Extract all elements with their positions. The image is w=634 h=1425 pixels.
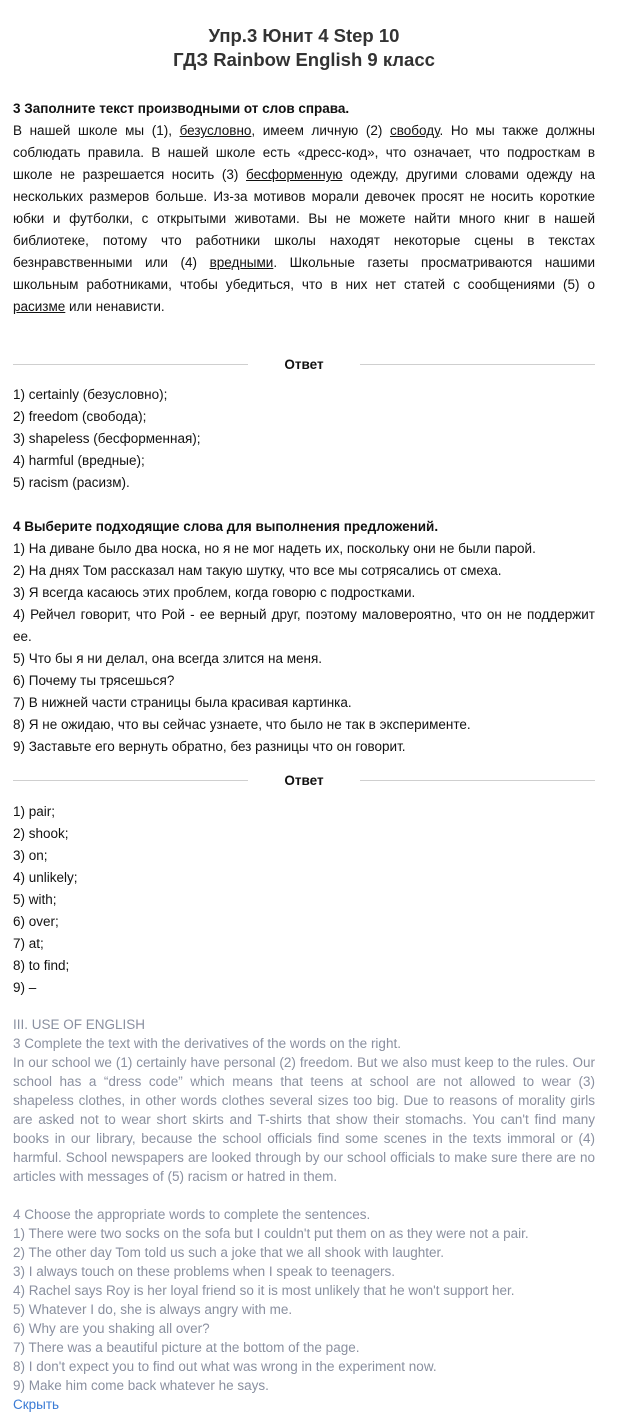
original-heading: III. USE OF ENGLISH xyxy=(13,1017,146,1032)
exercise-4-list xyxy=(13,538,595,758)
spacer xyxy=(13,1186,595,1205)
list-item: 7) There was a beautiful picture at the bottom of the page. xyxy=(13,1340,360,1355)
original-ex4-title: 4 Choose the appropriate words to complete the sentences. xyxy=(13,1207,371,1222)
list-item: 7) at; xyxy=(13,936,44,951)
list-item: 4) Rachel says Roy is her loyal friend so it is most unlikely that he won't support her. xyxy=(13,1283,515,1298)
original-ex3-title: 3 Complete the text with the derivatives of the words on the right. xyxy=(13,1036,401,1051)
list-item: 1) There were two socks on the sofa but I couldn't put them on as they were not a pair. xyxy=(13,1226,529,1241)
list-item: 3) shapeless (бесформенная); xyxy=(13,431,201,446)
exercise-3-title: 3 Заполните текст производными от слов справа. xyxy=(13,101,350,116)
answer-label: Ответ xyxy=(284,772,324,788)
list-item: 9) – xyxy=(13,980,37,995)
exercise-3-text: В нашей школе мы (1), безусловно, имеем личную (2) свободу. Но мы также должны соблюдать правила. В нашей школе есть «дресс-код», что означает, что подросткам в школе не разрешается носить (3) бесформенную одежду, другими словами одежду на нескольких размеров больше. Из-за мотивов морали девочек просят не носить короткие юбки и футболки, с открытыми животами. Вы не можете найти много книг в нашей библиотеке, потому что работники школы находят некоторые сцены в текстах безнравственными или (4) вредными. Школьные газеты просматриваются нашими школьным работниками, чтобы убедиться, что в них нет статей с сообщениями (5) о расизме или ненависти. xyxy=(13,123,596,314)
underlined-word: безусловно xyxy=(179,123,252,138)
underlined-word: бесформенную xyxy=(245,167,343,182)
list-item: 1) pair; xyxy=(13,804,56,819)
original-ex3-text: In our school we (1) certainly have personal (2) freedom. But we also must keep to the rules. Our school has a “dress code” which means that teens at school are not allowed to wear (3) shapeless clothes, in other words clothes several sizes too big. Due to reasons of morality girls are asked not to wear short skirts and T-shirts that show their stomachs. You can't find many books in our library, because the school officials find some scenes in the texts immoral or (4) harmful. School newspapers are looked through by our school officials to make sure there are no articles with messages of (5) racism or hatred in them. xyxy=(13,1055,595,1184)
list-item: 2) The other day Tom told us such a joke that we all shook with laughter. xyxy=(13,1245,444,1260)
list-item: 7) В нижней части страницы была красивая картинка. xyxy=(13,695,352,710)
list-item: 5) with; xyxy=(13,892,57,907)
list-item: 4) Рейчел говорит, что Рой - ее верный друг, поэтому маловероятно, что он не поддержит ее. xyxy=(13,607,595,644)
list-item: 6) Why are you shaking all over? xyxy=(13,1321,210,1336)
list-item: 8) I don't expect you to find out what was wrong in the experiment now. xyxy=(13,1359,437,1374)
answer-label: Ответ xyxy=(284,356,324,372)
list-item: 9) Заставьте его вернуть обратно, без разницы что он говорит. xyxy=(13,739,406,754)
divider-line xyxy=(13,780,248,781)
original-text xyxy=(13,1015,595,1395)
list-item: 4) harmful (вредные); xyxy=(13,453,145,468)
list-item: 8) to find; xyxy=(13,958,70,973)
list-item: 5) Whatever I do, she is always angry with me. xyxy=(13,1302,293,1317)
title-line-1: Упр.3 Юнит 4 Step 10 xyxy=(208,25,400,46)
list-item: 3) I always touch on these problems when I speak to teenagers. xyxy=(13,1264,395,1279)
answer-divider-2 xyxy=(13,770,595,790)
list-item: 9) Make him come back whatever he says. xyxy=(13,1378,269,1393)
answer-list-3 xyxy=(13,384,595,494)
list-item: 3) Я всегда касаюсь этих проблем, когда говорю с подростками. xyxy=(13,585,416,600)
divider-line xyxy=(360,780,595,781)
list-item: 4) unlikely; xyxy=(13,870,78,885)
divider-line xyxy=(13,364,248,365)
title-line-2: ГДЗ Rainbow English 9 класс xyxy=(173,49,435,70)
underlined-word: вредными xyxy=(209,255,274,270)
list-item: 2) shook; xyxy=(13,826,69,841)
list-item: 5) Что бы я ни делал, она всегда злится на меня. xyxy=(13,651,323,666)
list-item: 3) on; xyxy=(13,848,48,863)
list-item: 1) certainly (безусловно); xyxy=(13,387,168,402)
list-item: 2) freedom (свобода); xyxy=(13,409,147,424)
answer-divider-1 xyxy=(13,354,595,374)
underlined-word: расизме xyxy=(13,299,66,314)
list-item: 1) На диване было два носка, но я не мог надеть их, поскольку они не были парой. xyxy=(13,541,536,556)
list-item: 8) Я не ожидаю, что вы сейчас узнаете, что было не так в эксперименте. xyxy=(13,717,471,732)
exercise-4-title: 4 Выберите подходящие слова для выполнения предложений. xyxy=(13,519,439,534)
page-title xyxy=(13,24,595,72)
underlined-word: свободу xyxy=(389,123,440,138)
list-item: 6) over; xyxy=(13,914,59,929)
divider-line xyxy=(360,364,595,365)
hide-link[interactable]: Скрыть xyxy=(13,1397,60,1412)
content xyxy=(13,0,595,1414)
list-item: 5) racism (расизм). xyxy=(13,475,130,490)
list-item: 2) На днях Том рассказал нам такую шутку, что все мы сотрясались от смеха. xyxy=(13,563,502,578)
list-item: 6) Почему ты трясешься? xyxy=(13,673,175,688)
answer-list-4 xyxy=(13,801,595,999)
